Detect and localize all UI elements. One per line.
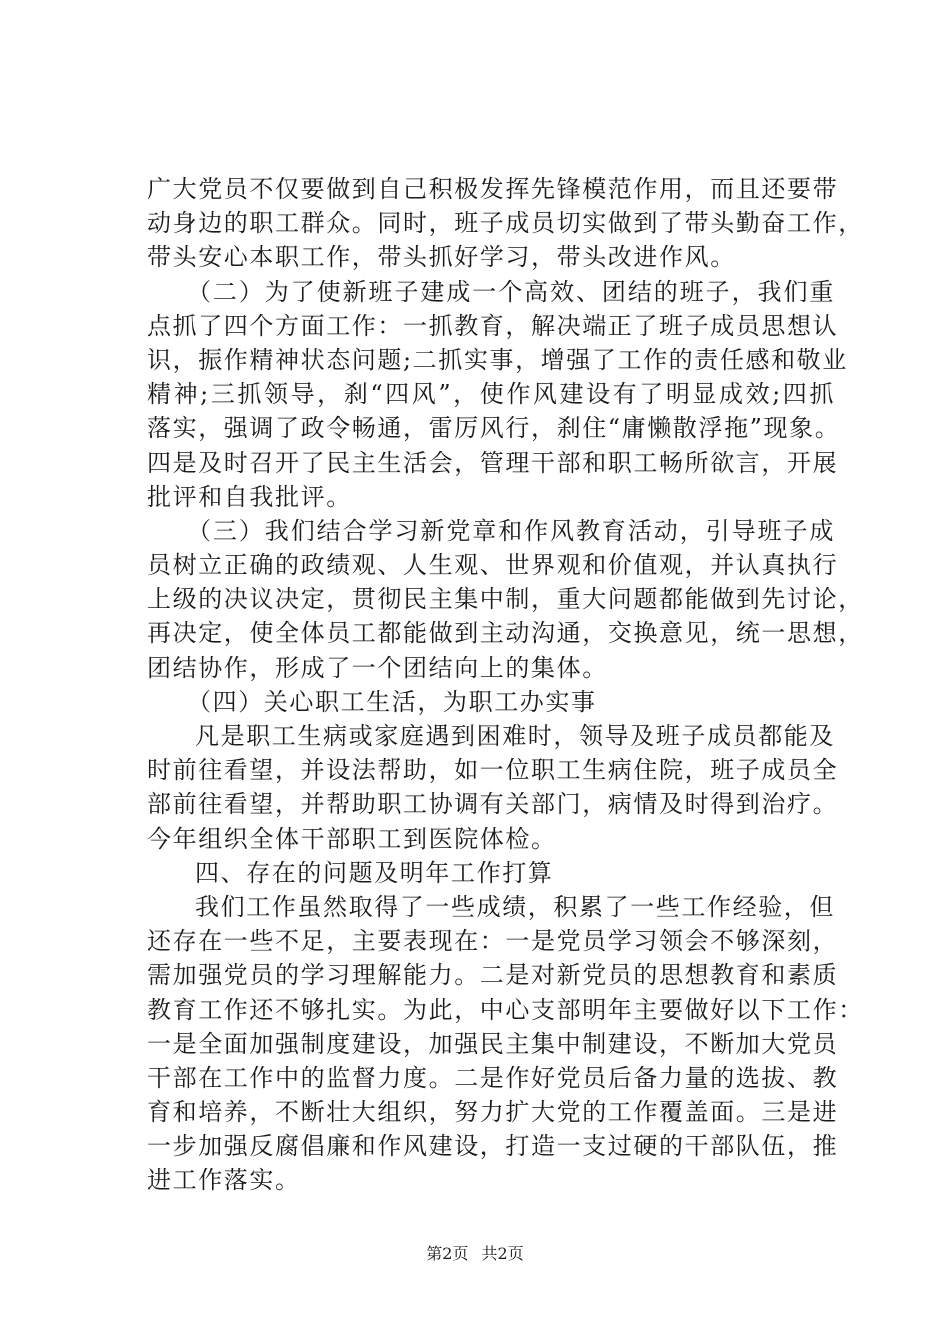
text-line: （三）我们结合学习新党章和作风教育活动，引导班子成 bbox=[187, 516, 835, 545]
text-line: 团结协作，形成了一个团结向上的集体。 bbox=[147, 653, 608, 682]
page-total: 共2页 bbox=[481, 1244, 524, 1263]
text-line: 落实，强调了政令畅通，雷厉风行，刹住“庸懒散浮拖”现象。 bbox=[147, 414, 841, 443]
text-line: 带头安心本职工作，带头抓好学习，带头改进作风。 bbox=[147, 243, 736, 272]
text-line: 进工作落实。 bbox=[147, 1166, 301, 1195]
text-line: 精神;三抓领导，刹“四风”，使作风建设有了明显成效;四抓 bbox=[147, 380, 835, 409]
text-line: 凡是职工生病或家庭遇到困难时，领导及班子成员都能及 bbox=[195, 722, 835, 750]
text-line: 我们工作虽然取得了一些成绩，积累了一些工作经验，但 bbox=[195, 892, 835, 921]
text-line: 四、存在的问题及明年工作打算 bbox=[195, 858, 554, 887]
text-line: 一步加强反腐倡廉和作风建设，打造一支过硬的干部队伍，推 bbox=[147, 1132, 839, 1161]
text-line: 需加强党员的学习理解能力。二是对新党员的思想教育和素质 bbox=[147, 961, 839, 990]
text-line: （四）关心职工生活，为职工办实事 bbox=[187, 687, 597, 716]
text-line: 今年组织全体干部职工到医院体检。 bbox=[147, 824, 557, 853]
text-line: 批评和自我批评。 bbox=[147, 482, 352, 511]
page-number: 第2页 bbox=[426, 1244, 469, 1263]
text-line: 动身边的职工群众。同时，班子成员切实做到了带头勤奋工作， bbox=[147, 209, 864, 238]
text-line: （二）为了使新班子建成一个高效、团结的班子，我们重 bbox=[187, 277, 835, 306]
text-line: 广大党员不仅要做到自己积极发挥先锋模范作用，而且还要带 bbox=[147, 175, 839, 203]
text-line: 一是全面加强制度建设，加强民主集中制建设，不断加大党员 bbox=[147, 1029, 839, 1058]
text-line: 上级的决议决定，贯彻民主集中制，重大问题都能做到先讨论， bbox=[147, 585, 864, 614]
text-line: 员树立正确的政绩观、人生观、世界观和价值观，并认真执行 bbox=[147, 551, 839, 580]
text-line: 时前往看望，并设法帮助，如一位职工生病住院，班子成员全 bbox=[147, 756, 839, 785]
text-line: 还存在一些不足，主要表现在：一是党员学习领会不够深刻， bbox=[147, 927, 839, 956]
text-line: 教育工作还不够扎实。为此，中心支部明年主要做好以下工作： bbox=[147, 995, 864, 1024]
text-line: 干部在工作中的监督力度。二是作好党员后备力量的选拔、教 bbox=[147, 1063, 839, 1092]
page-footer bbox=[0, 1244, 950, 1264]
body-text bbox=[147, 172, 864, 1198]
text-line: 四是及时召开了民主生活会，管理干部和职工畅所欲言，开展 bbox=[147, 448, 839, 477]
text-line: 点抓了四个方面工作：一抓教育，解决端正了班子成员思想认 bbox=[147, 311, 839, 340]
text-line: 识，振作精神状态问题;二抓实事，增强了工作的责任感和敬业 bbox=[147, 345, 848, 374]
text-line: 部前往看望，并帮助职工协调有关部门，病情及时得到治疗。 bbox=[147, 790, 839, 819]
text-line: 再决定，使全体员工都能做到主动沟通，交换意见，统一思想， bbox=[147, 619, 864, 648]
text-line: 育和培养，不断壮大组织，努力扩大党的工作覆盖面。三是进 bbox=[147, 1098, 839, 1127]
